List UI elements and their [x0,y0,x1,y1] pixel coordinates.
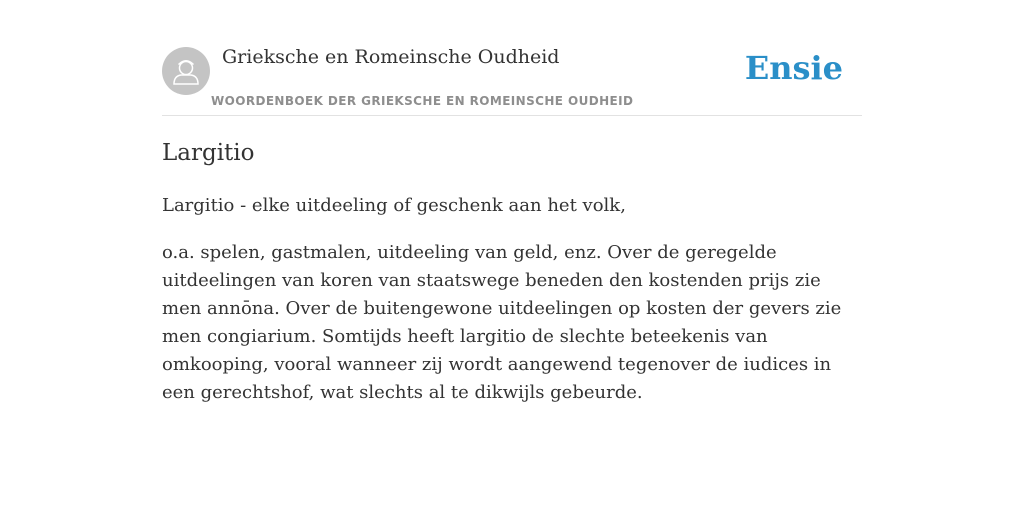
author-name[interactable]: Grieksche en Romeinsche Oudheid [222,46,560,68]
entry-definition: Largitio - elke uitdeeling of geschenk aan het volk, [162,195,626,216]
user-icon [162,47,210,95]
author-avatar[interactable] [162,47,210,95]
page-header [162,44,862,116]
dictionary-subtitle: WOORDENBOEK DER GRIEKSCHE EN ROMEINSCHE OUDHEID [211,94,634,108]
entry-title: Largitio [162,140,255,166]
entry-body: o.a. spelen, gastmalen, uitdeeling van geld, enz. Over de geregelde uitdeelingen van koren van staatswege beneden den kostenden prijs zie men annōna. Over de buitengewone uitdeelingen op kosten der gevers zie men congiarium. Somtijds heeft largitio de slechte beteekenis van omkooping, vooral wanneer zij wordt aangewend tegenover de iudices in een gerechtshof, wat slechts al te dikwijls gebeurde. [162,242,842,403]
ensie-logo[interactable]: Ensie [744,49,843,87]
